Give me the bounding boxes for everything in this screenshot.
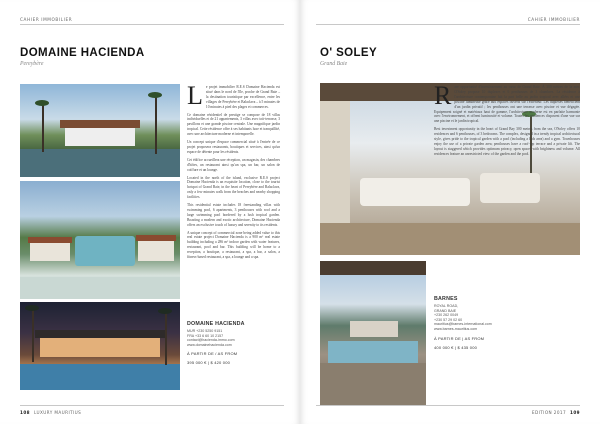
contact-phone: FRA +33 6 60 10 2157 [187,333,224,338]
header-rule [20,24,284,25]
page-number: 109 [570,410,580,415]
body-paragraph: A unique concept of commercial zone being added value to this real estate project Domaine Hacienda is a 900 m² real estate building including a 286 m² indoor garden with water features, restaurant, pool and bar. This building will be home to a reception, a boutique, a restaurant, a spa, a bar, a salon, a fitness-based restaurant, a spa, a lounge and a spa. [187,230,280,260]
villa-pool-photo [20,84,180,177]
body-paragraph: This residential estate includes 18 freestanding villas with swimming pool, 6 apartments, 3 penthouses with roof and a large swimming pool bordered by a lush tropical garden. Boasting a modern and exotic architecture, Domaine Hacienda offers an exclusive touch of luxury and serenity to its residents. [187,203,280,227]
contact-phone: +230 262 0049 [434,313,459,318]
contact-address: ROYAL ROAD, [434,304,459,308]
article-body [187,81,280,263]
price-value: 395 000 € | $ 420 000 [187,360,231,366]
footer-rule [316,405,580,406]
contact-email[interactable]: contact@hacienda-immo.com [187,338,235,343]
body-paragraph: Located in the north of the island, exclusive R.E.S project Domaine Hacienda is an exquisite location, close to the tourist hotspot of Grand Baie, in the heart of Pereybère and Balaclava, only a few minutes walk from the beaches and nearby shopping facilities. [187,175,280,200]
footer-rule [20,405,284,406]
body-paragraph: Cet édifice accueillera une réception, un magasin, des chambres d'hôtes, un restaurant ainsi qu'un spa, un bar, un salon de coiffure et un lounge. [187,157,280,172]
dropcap: L [187,81,203,110]
contact-name: BARNES [434,296,458,302]
body-paragraph: are opportunité d'investissement au cœur de Grand Baie. À 300 mètres de la mer, O'Soley propose 10 duplexes et 6 penthouses de 3 chambres. La résidence à l'architecture contemporaine fait la part belle au jardin tropical avec allées et une piscine lumineuse grâce aux espaces ouverts sur l'extérieur. Les duplexes bénéficient d'un jardin privatif ; les penthouses ont une terrasse avec piscine et vue dégagée. Equipement soigné et matériaux haut de gamme, l'architecture moderne est en parfaite harmonie avec l'environnement, et offrent luminosité et volume. Toutes les résidences disposent d'une vue sur une piscine et le jardin tropical. [434,85,580,124]
section-label: CAHIER IMMOBILIER [20,17,73,22]
body-paragraph: Ce domaine résidentiel de prestige se compose de 18 villas individuelles et de 21 appartements, 3 villas avec toit-terrasse, 3 pavillons et une grande piscine centrale. Une magnifique jardin tropical. Cette résidence offre à ses habitants luxe et tranquillité, avec une architecture moderne et intemporelle. [187,112,280,137]
price-label: À PARTIR DE | AS FROM [434,335,485,341]
contact-block [187,321,280,365]
publication-name: LUXURY MAURITIUS [33,410,82,415]
contact-website[interactable]: www.barnes-mauritius.com [434,326,478,331]
dropcap: R [434,81,452,110]
folio [532,410,580,415]
price-label: À PARTIR DE / AS FROM [187,351,238,357]
right-page [300,0,600,424]
contact-phone: +230 57 29 02 60 [434,317,463,322]
folio [20,410,81,415]
page-number: 108 [20,410,30,415]
contact-block [434,296,580,350]
night-pool-photo [20,302,180,390]
header-rule [316,24,580,25]
contact-name: DOMAINE HACIENDA [187,321,245,327]
contact-phone: MUR +230 5250 9151 [187,329,223,333]
contact-email[interactable]: mauritius@barnes-international.com [434,322,492,327]
article-location: Grand Baie [320,61,348,67]
contact-website[interactable]: www.domainehacienda.com [187,342,232,347]
article-body [434,81,580,160]
contact-address: GRAND BAIE [434,308,457,313]
resort-aerial-photo [20,181,180,299]
publication-edition: EDITION 2017 [531,410,567,415]
article-title: DOMAINE HACIENDA [20,47,145,59]
body-paragraph: e projet immobilier R.E.S Domaine Hacienda est situé dans le nord de l'île, proche de Grand Baie – la destination touristique par excellence, entre les villages de Pereybère et Balaclava – à 5 minutes de 10 minutes à pied des plages et commerces. [205,85,280,109]
section-label: CAHIER IMMOBILIER [527,17,580,22]
body-paragraph: Un concept unique d'espace commercial situé à l'entrée de ce projet proposera restaurants, boutiques et services, ainsi qu'un espace de détente pour les résidents. [187,140,280,154]
article-title: O' SOLEY [320,47,378,59]
rooftop-pool-photo [320,261,426,405]
body-paragraph: Best investment opportunity in the heart of Grand Bay 300 metres from the sea, O'Soley offers 10 residences and 6 penthouses, of 3 bedrooms. The complex, designed in a trendy tropical architectural style, gives pride to the tropical garden with a pool (including a kids area) and a gym. Townhouses enjoy the use of a private garden area; penthouses have a roof-top terrace and a private lift. The layout is staggered which provides optimum privacy, open spaces with brightness and volume. All residences feature an unrestricted view of the garden and the pool. [434,127,580,156]
price-value: 400 000 € | $ 435 000 [434,344,478,350]
article-location: Pereybère [20,61,44,67]
